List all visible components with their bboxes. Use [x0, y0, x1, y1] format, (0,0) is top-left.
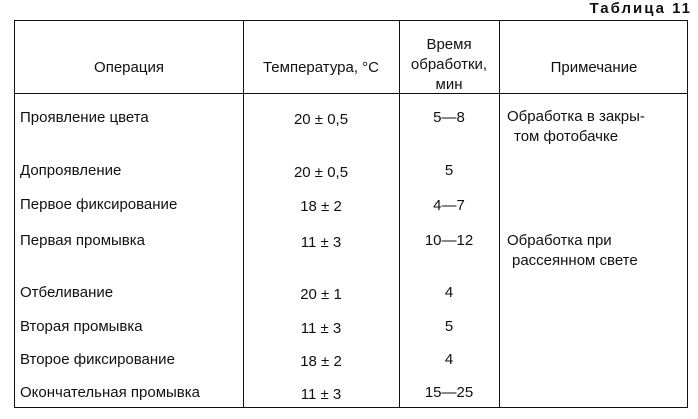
row-operation: Первое фиксирование — [20, 196, 178, 213]
row-time: 10—12 — [424, 232, 474, 249]
header-operation: Операция — [94, 59, 164, 76]
note-line: Обработка при — [507, 232, 612, 249]
row-operation: Вторая промывка — [20, 318, 143, 335]
header-time-line1: Время — [426, 36, 472, 53]
row-temperature: 20 ± 1 — [300, 286, 342, 303]
header-time-line3: мин — [435, 76, 463, 93]
row-operation: Допроявление — [20, 162, 122, 179]
header-temperature: Температура, °C — [262, 59, 379, 76]
header-divider — [15, 93, 687, 94]
row-time: 5 — [444, 162, 454, 179]
note-line: том фотобачке — [514, 128, 619, 145]
row-temperature: 18 ± 2 — [300, 353, 342, 370]
column-divider — [499, 21, 500, 407]
data-table — [14, 20, 688, 408]
row-temperature: 20 ± 0,5 — [293, 164, 349, 181]
row-temperature: 18 ± 2 — [300, 198, 342, 215]
row-operation: Второе фиксирование — [20, 351, 175, 368]
row-operation: Окончательная промывка — [20, 384, 200, 401]
row-time: 4—7 — [433, 197, 465, 214]
row-operation: Первая промывка — [20, 232, 146, 249]
row-temperature: 20 ± 0,5 — [293, 111, 349, 128]
row-time: 15—25 — [424, 384, 474, 401]
note-line: Обработка в закры- — [507, 108, 645, 125]
row-operation: Отбеливание — [20, 284, 114, 301]
row-time: 5 — [444, 318, 454, 335]
header-time-line2: обработки, — [410, 56, 488, 73]
row-time: 4 — [444, 284, 454, 301]
table-caption: Таблица 11 — [589, 0, 692, 17]
note-line: рассеянном свете — [512, 252, 638, 269]
row-temperature: 11 ± 3 — [300, 234, 342, 251]
row-temperature: 11 ± 3 — [300, 386, 342, 403]
header-note: Примечание — [550, 59, 638, 76]
row-time: 4 — [444, 351, 454, 368]
row-time: 5—8 — [433, 109, 465, 126]
row-temperature: 11 ± 3 — [300, 320, 342, 337]
row-operation: Проявление цвета — [20, 109, 149, 126]
